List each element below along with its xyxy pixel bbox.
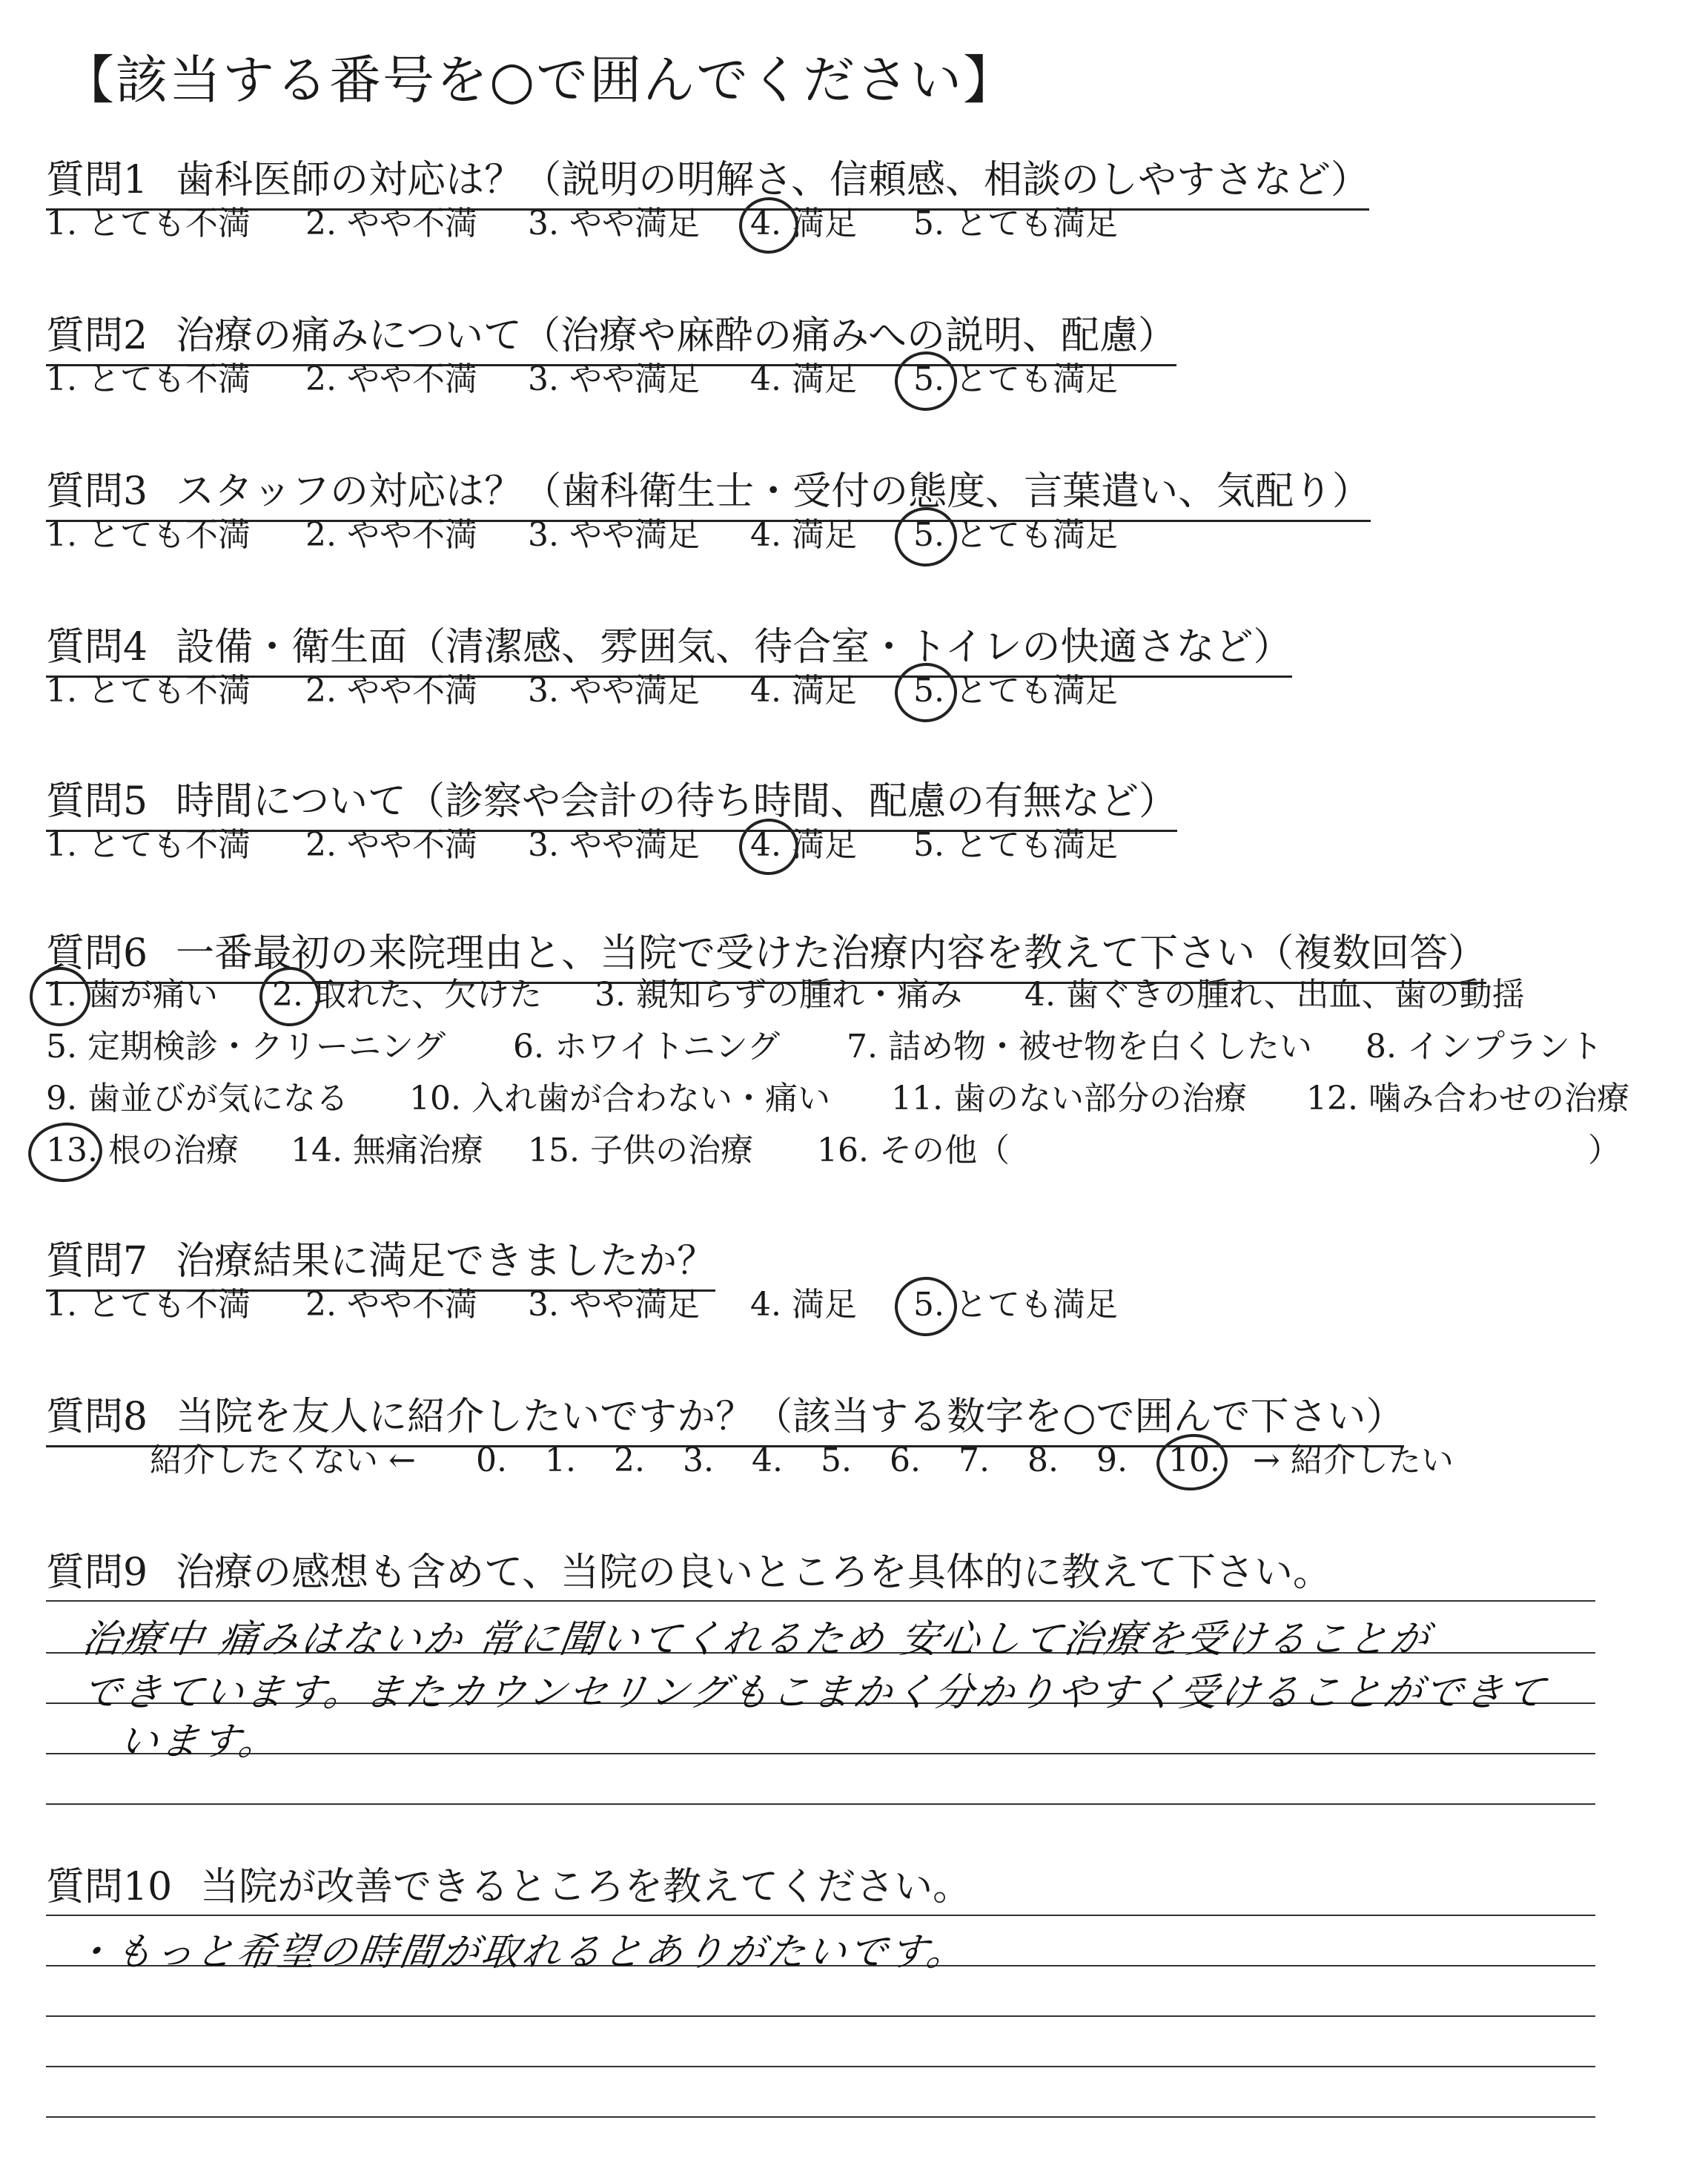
option-10[interactable]: 10. 入れ歯が合わない・痛い [409, 1080, 830, 1117]
answer-line [46, 2066, 1595, 2067]
question-3-number: 質問3 [46, 469, 148, 514]
answer-text-line-3[interactable]: います。 [116, 1720, 283, 1764]
option-3[interactable]: 3. やや満足 [528, 360, 700, 398]
option-5[interactable]: 5. とても満足 [913, 516, 1118, 554]
option-3[interactable]: 3. やや満足 [528, 826, 700, 864]
option-4[interactable]: 4. 歯ぐきの腫れ、出血、歯の動揺 [1025, 976, 1525, 1014]
answer-line [46, 1600, 1595, 1602]
option-1[interactable]: 1. 歯が痛い [46, 976, 218, 1014]
option-2[interactable]: 2. やや不満 [305, 516, 477, 554]
page-title: 【該当する番号を○で囲んでください】 [62, 50, 1017, 110]
scale-8[interactable]: 8. [1027, 1441, 1059, 1479]
option-3[interactable]: 3. やや満足 [528, 1286, 700, 1324]
question-6-text: 一番最初の来院理由と、当院で受けた治療内容を教えて下さい（複数回答） [176, 931, 1487, 976]
scale-6[interactable]: 6. [890, 1441, 921, 1479]
question-4-text: 設備・衛生面（清潔感、雰囲気、待合室・トイレの快適さなど） [176, 625, 1292, 670]
question-4-number: 質問4 [46, 625, 148, 670]
question-9-text: 治療の感想も含めて、当院の良いところを具体的に教えて下さい。 [176, 1550, 1332, 1595]
option-6[interactable]: 6. ホワイトニング [513, 1028, 781, 1066]
option-13[interactable]: 13. 根の治療 [46, 1132, 239, 1169]
question-6-number: 質問6 [46, 931, 148, 976]
option-3[interactable]: 3. 親知らずの腫れ・痛み [595, 976, 962, 1014]
option-2[interactable]: 2. やや不満 [305, 672, 477, 710]
answer-line [46, 1915, 1595, 1916]
scale-3[interactable]: 3. [683, 1441, 714, 1479]
option-2[interactable]: 2. 取れた、欠けた [272, 976, 542, 1014]
question-1-number: 質問1 [46, 158, 148, 202]
scale-0[interactable]: 0. [476, 1441, 507, 1479]
option-8[interactable]: 8. インプラント [1366, 1028, 1603, 1066]
option-2[interactable]: 2. やや不満 [305, 1286, 477, 1324]
question-5-number: 質問5 [46, 779, 148, 824]
option-1[interactable]: 1. とても不満 [46, 360, 251, 398]
answer-text-line-1[interactable]: 治療中 痛みはないか 常に聞いてくれるため 安心して治療を受けることが [79, 1617, 1434, 1662]
scale-1[interactable]: 1. [545, 1441, 576, 1479]
answer-text-line-1[interactable]: ・もっと希望の時間が取れるとありがたいです。 [70, 1930, 971, 1975]
scale-10[interactable]: 10. [1168, 1441, 1220, 1479]
option-2[interactable]: 2. やや不満 [305, 826, 477, 864]
scale-5[interactable]: 5. [821, 1441, 852, 1479]
question-7-number: 質問7 [46, 1239, 148, 1284]
option-1[interactable]: 1. とても不満 [46, 826, 251, 864]
option-3[interactable]: 3. やや満足 [528, 205, 700, 242]
option-1[interactable]: 1. とても不満 [46, 516, 251, 554]
question-1-text: 歯科医師の対応は？（説明の明解さ、信頼感、相談のしやすさなど） [176, 158, 1370, 202]
option-11[interactable]: 11. 歯のない部分の治療 [891, 1080, 1247, 1117]
scale-9[interactable]: 9. [1096, 1441, 1128, 1479]
scale-2[interactable]: 2. [614, 1441, 645, 1479]
option-4[interactable]: 4. 満足 [750, 672, 857, 710]
scale-right-label: → 紹介したい [1253, 1441, 1454, 1479]
option-5[interactable]: 5. 定期検診・クリーニング [46, 1028, 446, 1066]
answer-text-line-2[interactable]: できています。またカウンセリングもこまかく分かりやすく受けることができて [79, 1671, 1550, 1715]
question-7-text: 治療結果に満足できましたか？ [176, 1239, 716, 1284]
question-8-number: 質問8 [46, 1395, 148, 1439]
option-1[interactable]: 1. とても不満 [46, 205, 251, 242]
option-5[interactable]: 5. とても満足 [913, 360, 1118, 398]
scale-left-label: 紹介したくない ← [150, 1441, 416, 1479]
option-15[interactable]: 15. 子供の治療 [528, 1132, 753, 1169]
option-5[interactable]: 5. とても満足 [913, 205, 1118, 242]
question-3-text: スタッフの対応は？（歯科衛生士・受付の態度、言葉遣い、気配り） [176, 469, 1371, 514]
question-8-text: 当院を友人に紹介したいですか？（該当する数字を○で囲んで下さい） [176, 1395, 1405, 1439]
option-1[interactable]: 1. とても不満 [46, 1286, 251, 1324]
option-9[interactable]: 9. 歯並びが気になる [46, 1080, 348, 1117]
scale-7[interactable]: 7. [959, 1441, 990, 1479]
option-4[interactable]: 4. 満足 [750, 826, 857, 864]
option-5[interactable]: 5. とても満足 [913, 826, 1118, 864]
option-16-other[interactable]: 16. その他（ [817, 1132, 1010, 1169]
answer-line [46, 2015, 1595, 2017]
option-3[interactable]: 3. やや満足 [528, 516, 700, 554]
question-2-text: 治療の痛みについて（治療や麻酔の痛みへの説明、配慮） [176, 314, 1177, 358]
answer-line [46, 1753, 1595, 1754]
question-10-heading [46, 1855, 971, 1915]
option-2[interactable]: 2. やや不満 [305, 205, 477, 242]
option-5[interactable]: 5. とても満足 [913, 672, 1118, 710]
scale-4[interactable]: 4. [752, 1441, 783, 1479]
question-2-number: 質問2 [46, 314, 148, 358]
option-2[interactable]: 2. やや不満 [305, 360, 477, 398]
option-3[interactable]: 3. やや満足 [528, 672, 700, 710]
question-5-text: 時間について（診察や会計の待ち時間、配慮の有無など） [176, 779, 1178, 824]
option-5[interactable]: 5. とても満足 [913, 1286, 1118, 1324]
answer-line [46, 2116, 1595, 2118]
option-4[interactable]: 4. 満足 [750, 516, 857, 554]
option-4[interactable]: 4. 満足 [750, 360, 857, 398]
question-9-heading [46, 1541, 1331, 1601]
other-close-paren: ） [1588, 1132, 1621, 1169]
option-1[interactable]: 1. とても不満 [46, 672, 251, 710]
option-4[interactable]: 4. 満足 [750, 205, 857, 242]
option-4[interactable]: 4. 満足 [750, 1286, 857, 1324]
option-14[interactable]: 14. 無痛治療 [291, 1132, 483, 1169]
option-7[interactable]: 7. 詰め物・被せ物を白くしたい [847, 1028, 1312, 1066]
question-9-number: 質問9 [46, 1550, 148, 1595]
question-10-number: 質問10 [46, 1865, 173, 1909]
option-12[interactable]: 12. 噛み合わせの治療 [1306, 1080, 1629, 1117]
answer-line [46, 1803, 1595, 1805]
question-10-text: 当院が改善できるところを教えてください。 [200, 1865, 972, 1909]
